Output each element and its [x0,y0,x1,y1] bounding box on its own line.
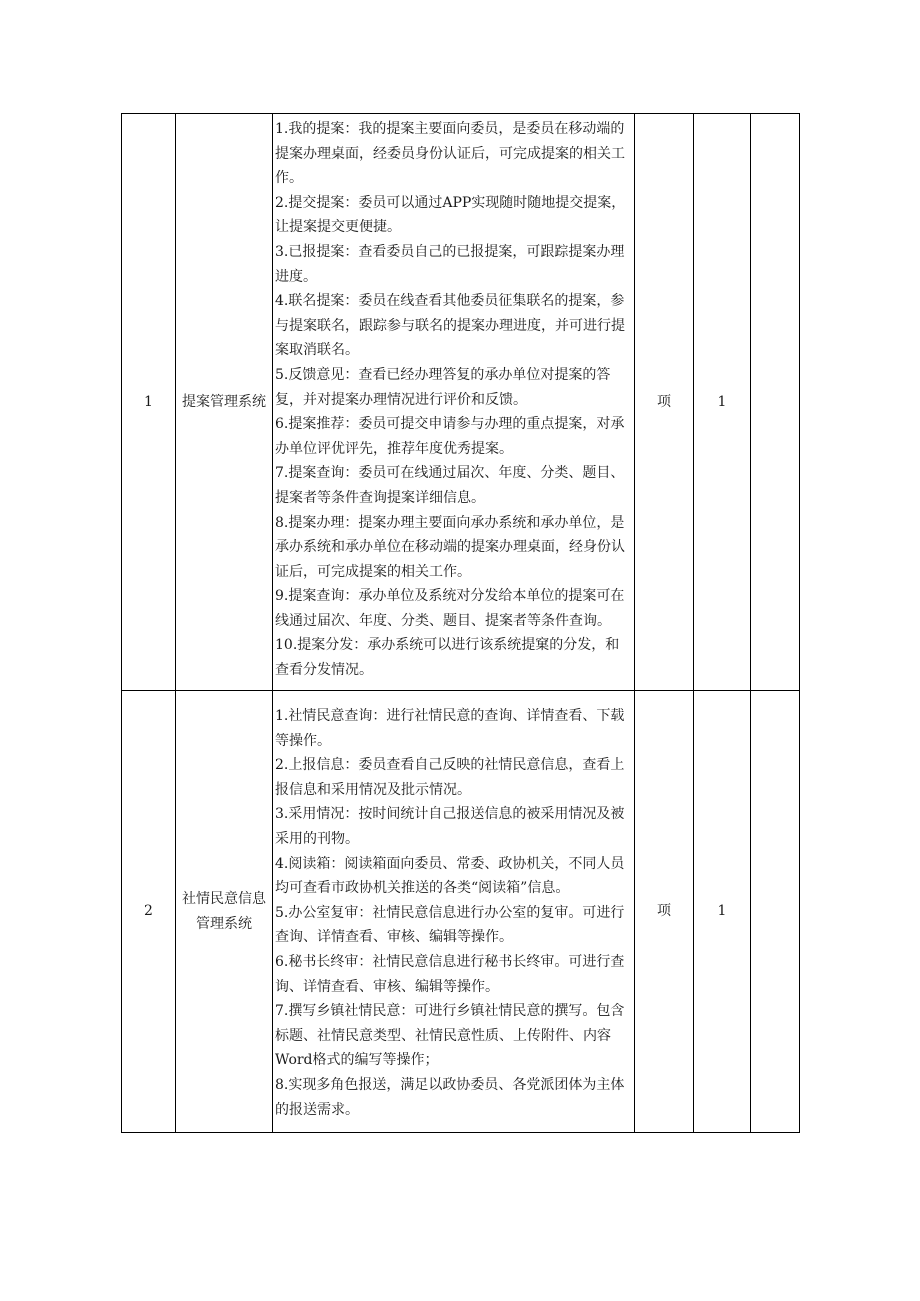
description-list [273,691,634,1132]
description-item: 10.提案分发：承办系统可以进行该系统提窠的分发，和查看分发情况。 [275,637,620,679]
description-item: 1.社情民意查询：进行社情民意的查询、详情查看、下载等操作。 [275,708,625,749]
quantity-cell: 1 [694,691,751,1133]
unit-cell: 项 [635,114,694,691]
description-cell [273,691,635,1133]
table-row [122,691,800,1133]
description-item: 4.联名提案：委员在线查看其他委员征集联名的提案，参与提案联名，跟踪参与联名的提案办理进度，并可进行提案取消联名。 [275,293,625,359]
description-item: 2.上报信息：委员查看自己反映的社情民意信息，查看上报信息和采用情况及批示情况。 [275,757,625,798]
description-item: 7.提案查询：委员可在线通过届次、年度、分类、题目、提案者等条件查询提案详细信息。 [275,465,625,506]
description-item: 7.撰写乡镇社情民意：可进行乡镇社情民意的撰写。包含标题、社情民意类型、社情民意性质、上传附件、内容Word格式的编写等操作； [275,1003,625,1069]
description-cell [273,114,635,691]
description-item: 6.秘书长终审：社情民意信息进行秘书长终审。可进行查询、详情查看、审核、编辑等操作。 [275,953,625,995]
description-list [273,114,634,690]
system-name: 社情民意信息管理系统 [176,691,273,1133]
description-item: 2.提交提案：委员可以通过APP实现随时随地提交提案，让提案提交更便捷。 [275,194,626,236]
row-number: 2 [122,691,176,1133]
description-item: 8.实现多角色报送，满足以政协委员、各党派团体为主体的报送需求。 [275,1076,625,1118]
unit-cell: 项 [635,691,694,1133]
table-row [122,114,800,691]
row-number: 1 [122,114,176,691]
description-item: 9.提案查询：承办单位及系统对分发给本单位的提案可在线通过届次、年度、分类、题目、提案者等条件查询。 [275,588,625,629]
description-item: 1.我的提案：我的提案主要面向委员，是委员在移动端的提案办理桌面，经委员身份认证后，可完成提案的相关工作。 [275,121,625,187]
description-item: 8.提案办理：提案办理主要面向承办系统和承办单位，是承办系统和承办单位在移动端的提案办理桌面，经身份认证后，可完成提案的相关工作。 [275,514,625,580]
description-item: 6.提案推荐：委员可提交申请参与办理的重点提案，对承办单位评优评先，推荐年度优秀提案。 [275,416,625,457]
system-name: 提案管理系统 [176,114,273,691]
description-item: 3.已报提案：查看委员自己的已报提案，可跟踪提案办理进度。 [275,243,625,285]
description-item: 5.办公室复审：社情民意信息进行办公室的复审。可进行查询、详情查看、审核、编辑等操作。 [275,904,625,946]
description-item: 4.阅读箱：阅读箱面向委员、常委、政协机关，不同人员均可查看市政协机关推送的各类“阅读箱”信息。 [275,855,625,897]
description-item: 3.采用情况：按时间统计自己报送信息的被采用情况及被采用的刊物。 [275,806,625,847]
item-table [121,113,800,1133]
description-item: 5.反馈意见：查看已经办理答复的承办单位对提案的答复，并对提案办理情况进行评价和反馈。 [275,366,611,408]
quantity-cell: 1 [694,114,751,691]
empty-cell [751,691,800,1133]
empty-cell [751,114,800,691]
